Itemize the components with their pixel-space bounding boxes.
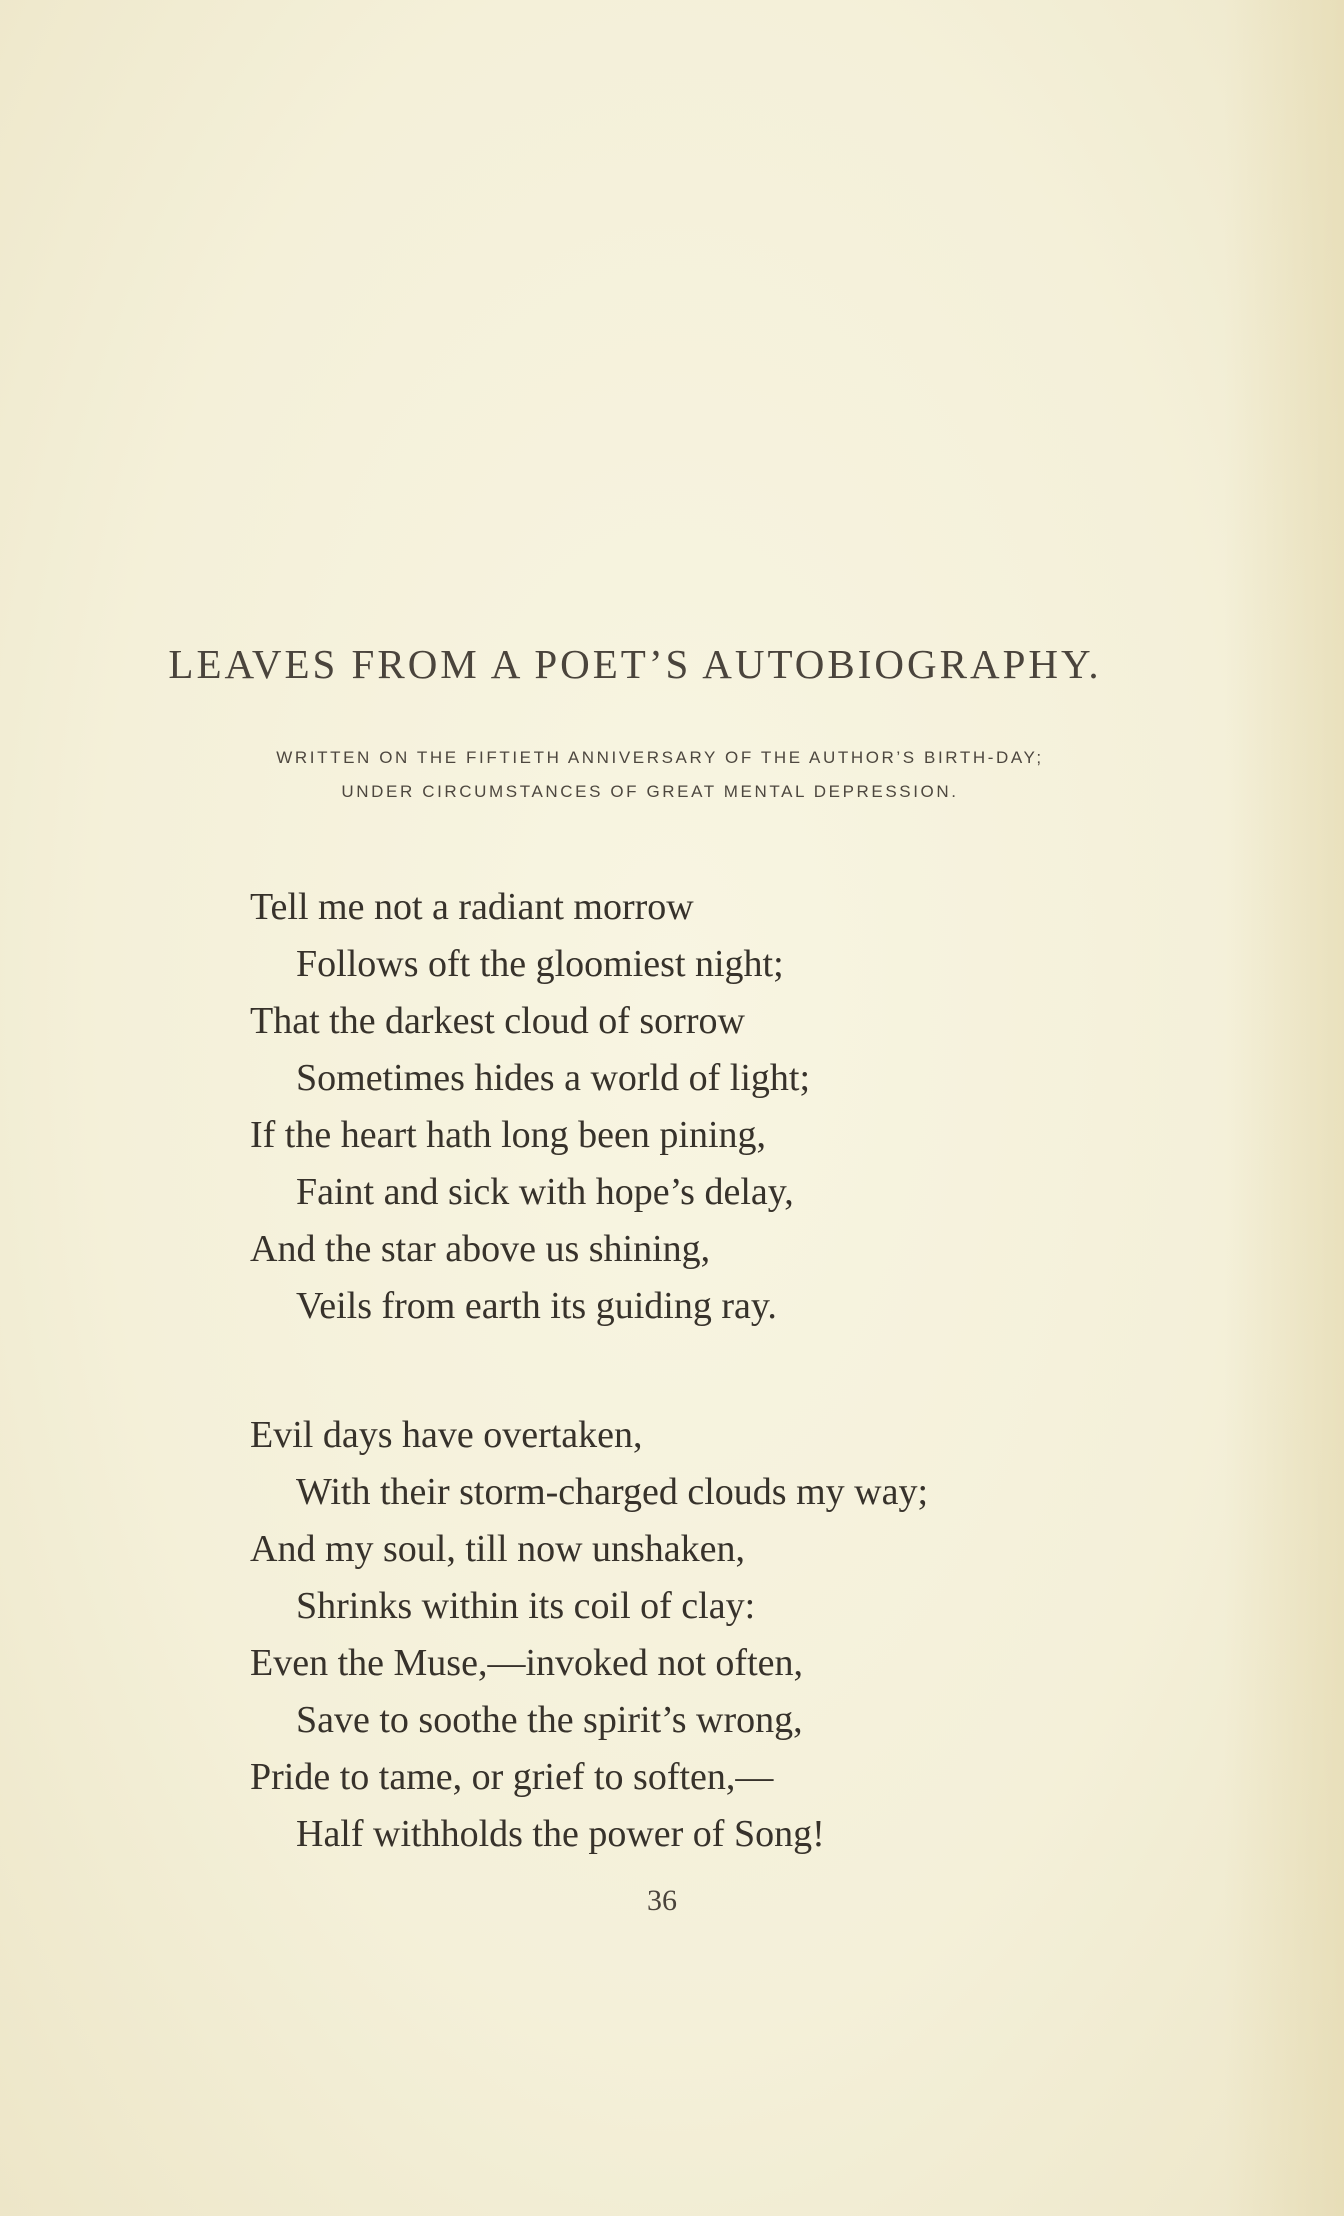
stanza-2-line-4: Shrinks within its coil of clay: — [296, 1585, 756, 1627]
stanza-1-line-8: Veils from earth its guiding ray. — [296, 1285, 777, 1327]
stanza-2-line-7: Pride to tame, or grief to soften,— — [250, 1756, 774, 1798]
stanza-2-line-8: Half withholds the power of Song! — [296, 1813, 825, 1855]
stanza-1-line-3: That the darkest cloud of sorrow — [250, 1000, 745, 1042]
stanza-2-line-5: Even the Muse,—invoked not often, — [250, 1642, 804, 1684]
stanza-1-line-5: If the heart hath long been pining, — [250, 1114, 767, 1156]
page-number: 36 — [647, 1884, 677, 1917]
stanza-1-line-2: Follows oft the gloomiest night; — [296, 943, 784, 985]
poem-title: LEAVES FROM A POET’S AUTOBIOGRAPHY. — [168, 641, 1102, 687]
stanza-2-line-1: Evil days have overtaken, — [250, 1414, 643, 1456]
stanza-1-line-4: Sometimes hides a world of light; — [296, 1057, 811, 1099]
stanza-2-line-6: Save to soothe the spirit’s wrong, — [296, 1699, 803, 1741]
subtitle-line-1: WRITTEN ON THE FIFTIETH ANNIVERSARY OF THE AUTHOR’S BIRTH-DAY; — [276, 748, 1044, 767]
stanza-1-line-1: Tell me not a radiant morrow — [250, 886, 694, 928]
subtitle-line-2: UNDER CIRCUMSTANCES OF GREAT MENTAL DEPRESSION. — [341, 782, 959, 801]
stanza-1-line-7: And the star above us shining, — [250, 1228, 711, 1270]
stanza-2-line-2: With their storm-charged clouds my way; — [296, 1471, 929, 1513]
stanza-1-line-6: Faint and sick with hope’s delay, — [296, 1171, 794, 1213]
stanza-2-line-3: And my soul, till now unshaken, — [250, 1528, 746, 1570]
